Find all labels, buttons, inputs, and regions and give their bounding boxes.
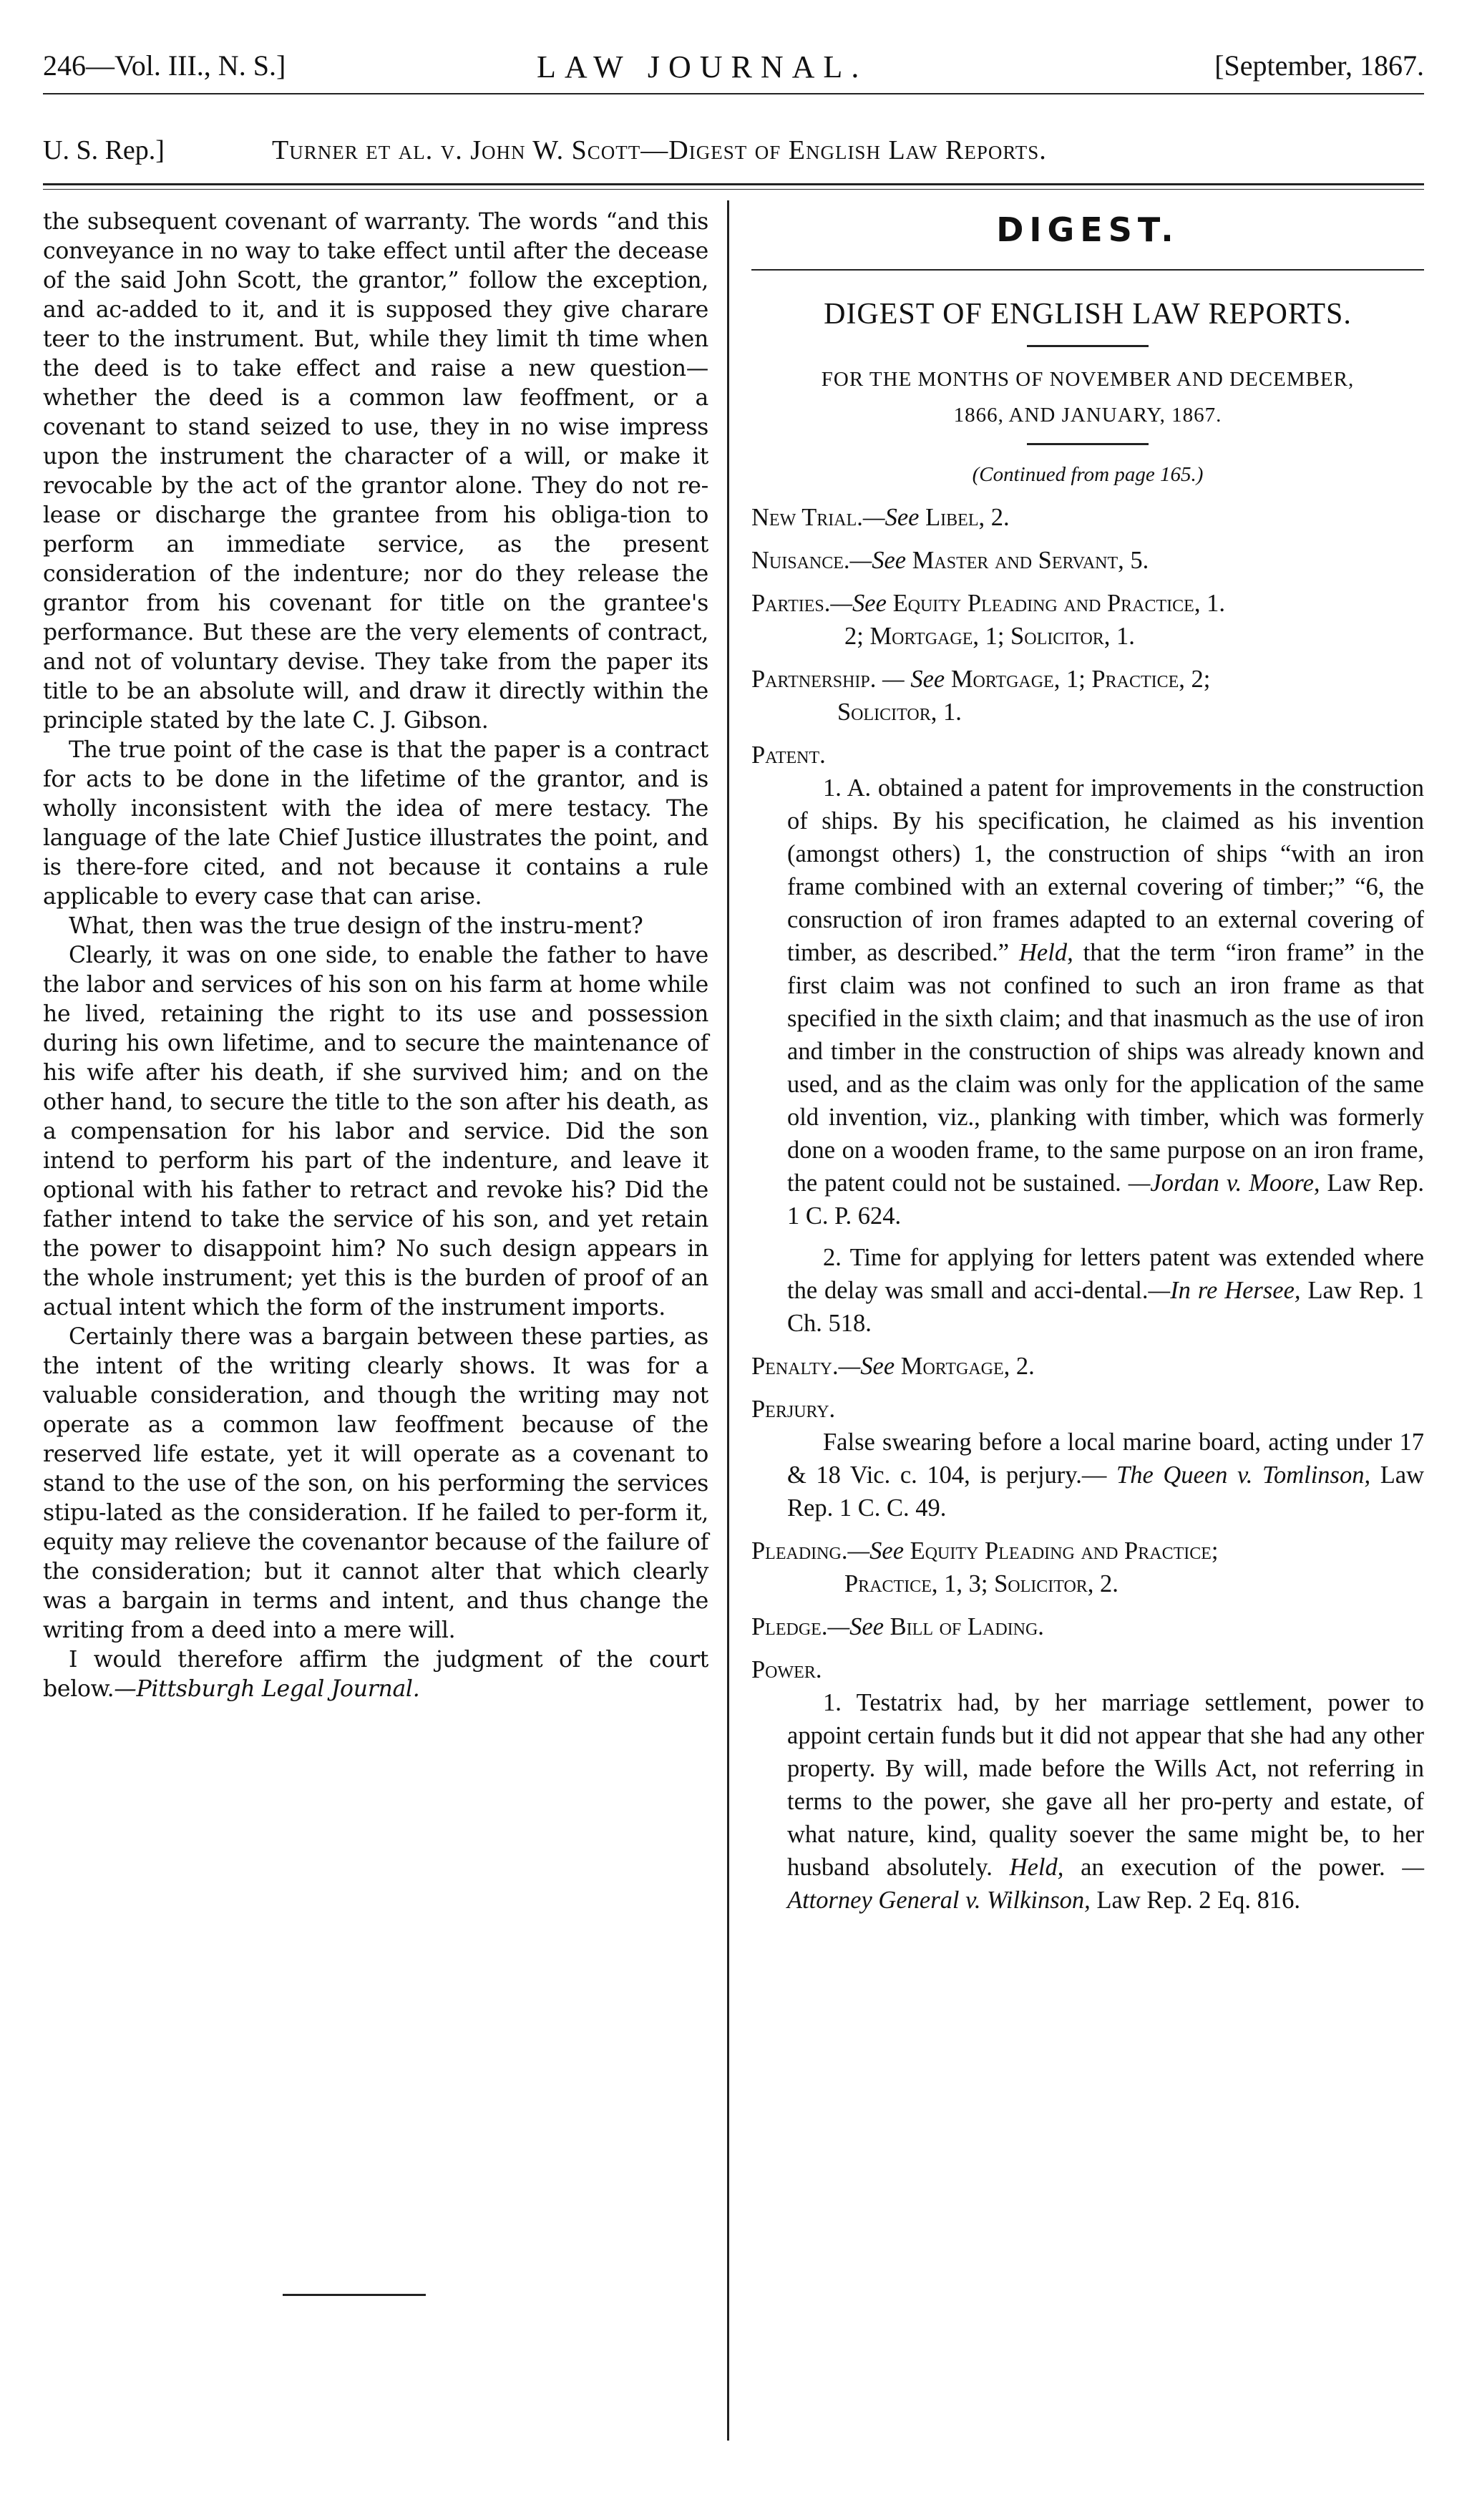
closing-source: —Pittsburgh Legal Journal. — [114, 1676, 420, 1702]
case-name: — Attorney General v. Wilkinson, — [787, 1854, 1425, 1914]
patent-text: 2. Time for applying for letters patent was extended where the delay was small and acci-dental. — [787, 1244, 1424, 1304]
see-label: — See — [882, 666, 945, 693]
digest-title: DIGEST OF ENGLISH LAW REPORTS. — [824, 298, 1352, 331]
left-paragraph: Certainly there was a bargain between these parties, as the intent of the writing clearly shows. It was for a valuable consideration, and though the writing may not operate as a common law feoffment because of the reserved life estate, yet it will operate as a covenant to stand to the use of the son, on his performing the services stipu-lated as the consideration. If he failed to per-form it, equity may relieve the covenantor because of the failure of the consideration; but it cannot alter that which clearly was a bargain in terms and intent, and thus change the writing from a deed into a mere will. — [43, 1324, 708, 1643]
entry-head: Parties. — [751, 590, 831, 617]
see-label: —See — [827, 1613, 884, 1640]
section-title: DIGEST. — [996, 210, 1179, 249]
entry-ref: Mortgage, 1; Practice, 2; — [950, 666, 1211, 693]
perjury-paragraph — [751, 1426, 1424, 1524]
left-paragraph: Clearly, it was on one side, to enable the father to have the labor and services of his son on his farm at home while he lived, retaining the right to its use and possession during his own lifetime, and to secure the maintenance of his wife after his death, if she survived him; and on the other hand, to secure the title to the son after his death, as a compensation for his labor and service. Did the son intend to perform his part of the indenture, and leave it optional with his father to retract and revoke his? Did the father intend to take the service of his son, and yet retain the power to disappoint him? No such design appears in the whole instrument; yet this is the burden of proof of an actual intent which the form of the instrument imports. — [43, 943, 708, 1320]
article-title: Turner et al. v. John W. Scott—Digest of English Law Reports. — [272, 135, 1047, 165]
months-rule — [1027, 443, 1149, 445]
months-line-1: FOR THE MONTHS OF NOVEMBER AND DECEMBER, — [821, 368, 1355, 391]
see-label: —See — [849, 547, 907, 574]
power-holding: an execution of the power. — [1081, 1854, 1385, 1881]
entry-pleading — [751, 1534, 1424, 1600]
journal-page — [43, 43, 1424, 2476]
entry-head: New Trial. — [751, 504, 863, 531]
column-divider — [727, 200, 729, 2441]
issue-date: [September, 1867. — [1214, 49, 1424, 82]
continued-note: (Continued from page 165.) — [972, 463, 1204, 486]
case-name: —In re Hersee, — [1148, 1277, 1301, 1304]
entry-ref-cont: Solicitor, 1. — [837, 699, 962, 726]
journal-title: LAW JOURNAL. — [537, 49, 868, 84]
months-line-2: 1866, AND JANUARY, 1867. — [953, 404, 1222, 427]
section-rule — [751, 269, 1424, 271]
left-paragraph: What, then was the true design of the instru-ment? — [69, 913, 643, 939]
case-citation: Law Rep. 1 Ch. 518. — [787, 1277, 1424, 1337]
case-name: —Jordan v. Moore, — [1128, 1169, 1320, 1197]
case-citation: Law Rep. 2 Eq. 816. — [1096, 1887, 1301, 1914]
entry-patent — [751, 739, 1424, 1340]
entry-ref: Equity Pleading and Practice; — [910, 1537, 1219, 1565]
left-paragraph: the subsequent covenant of warranty. The words “and this conveyance in no way to take effect until after the decease of the said John Scott, the grantor,” follow the exception, and ac-added to it, and it is supposed they give charare teer to the instrument. But, while they limit th time when the deed is to take effect and raise a new question—whether the deed is a common law feoffment, or a covenant to stand seized to use, they in no wise impress upon the instrument the character of a will, or make it revocable by the act of the grantor alone. They do not re-lease or discharge the grantee from his obliga-tion to perform an immediate service, as the present consideration of the indenture; nor do they release the grantor from his covenant for title on the grantee's performance. But these are the very elements of contract, and not of voluntary devise. They take from the paper its title to be an absolute will, and draw it directly within the principle stated by the late C. J. Gibson. — [43, 209, 708, 734]
entry-head: Penalty. — [751, 1353, 839, 1380]
closing-text: I would therefore affirm the judgment of the court below. — [43, 1647, 708, 1702]
subhead-rule-thin — [43, 189, 1424, 190]
entry-ref-cont: Practice, 1, 3; Solicitor, 2. — [844, 1570, 1118, 1597]
entry-new-trial — [751, 501, 1424, 534]
entry-nuisance — [751, 544, 1424, 577]
power-text: 1. Testatrix had, by her marriage settlement, power to appoint certain funds but it did not appear that she had any other property. By will, made before the Wills Act, not referring in terms to the power, she gave all her pro-perty and estate, of what nature, kind, quality soever the same might be, to her husband absolutely. — [787, 1689, 1424, 1881]
entry-ref: Libel, 2. — [925, 504, 1010, 531]
closing-paragraph — [43, 1645, 708, 1704]
perjury-text: False swearing before a local marine board, acting under 17 & 18 Vic. c. 104, is perjury.— — [787, 1429, 1424, 1489]
left-column — [43, 208, 708, 1704]
held-label: Held, — [1019, 939, 1073, 966]
patent-paragraph-2 — [751, 1241, 1424, 1340]
see-label: —See — [830, 590, 887, 617]
entry-head: Partnership. — [751, 666, 877, 693]
entry-head: Power. — [751, 1656, 822, 1683]
entry-head: Perjury. — [751, 1396, 836, 1423]
patent-holding: that the term “iron frame” in the first claim was not confined to such an iron frame as that specified in the sixth claim; and that inasmuch as the use of iron and timber in the construction of ships was already known and used, and as the claim was only for the application of the same old invention, viz., planking with timber, which was formerly done on a wooden frame, to the same purpose on an iron frame, the patent could not be sustained. — [787, 939, 1425, 1197]
entry-head: Pledge. — [751, 1613, 828, 1640]
entry-head: Nuisance. — [751, 547, 850, 574]
case-name: The Queen v. Tomlinson, — [1116, 1461, 1371, 1489]
report-label: U. S. Rep.] — [43, 135, 165, 165]
subhead — [43, 135, 1424, 177]
held-label: Held, — [1009, 1854, 1064, 1881]
subhead-rule — [43, 183, 1424, 185]
patent-paragraph-1 — [751, 772, 1424, 1232]
entry-ref-cont: 2; Mortgage, 1; Solicitor, 1. — [844, 623, 1135, 650]
entry-penalty — [751, 1350, 1424, 1383]
end-rule — [283, 2294, 426, 2296]
left-paragraph: The true point of the case is that the paper is a contract for acts to be done in the lifetime of the grantor, and is wholly inconsistent with the idea of mere testacy. The language of the late Chief Justice illustrates the point, and is there-fore cited, and not because it contains a rule applicable to every case that can arise. — [43, 737, 708, 910]
power-paragraph — [751, 1686, 1424, 1917]
entry-ref: Bill of Lading. — [890, 1613, 1044, 1640]
header-rule — [43, 93, 1424, 94]
see-label: —See — [862, 504, 920, 531]
entry-ref: Mortgage, 2. — [900, 1353, 1035, 1380]
see-label: —See — [838, 1353, 895, 1380]
entry-head: Pleading. — [751, 1537, 848, 1565]
entry-pledge — [751, 1610, 1424, 1643]
entry-perjury — [751, 1393, 1424, 1524]
see-label: —See — [847, 1537, 905, 1565]
entry-ref: Master and Servant, 5. — [912, 547, 1149, 574]
right-column — [751, 208, 1424, 1917]
case-citation: Law Rep. 1 C. P. 624. — [787, 1169, 1425, 1230]
entry-partnership — [751, 663, 1424, 729]
patent-text: 1. A. obtained a patent for improvements in the construction of ships. By his specification, he claimed as his invention (amongst others) 1, the construction of ships “with an iron frame combined with an external covering of timber;” “6, the consruction of iron frames adapted to an external covering of timber, as described.” — [787, 774, 1424, 966]
entry-power — [751, 1653, 1424, 1917]
entry-parties — [751, 587, 1424, 653]
title-rule — [1027, 345, 1149, 347]
page-volume: 246—Vol. III., N. S.] — [43, 49, 286, 82]
entry-ref: Equity Pleading and Practice, 1. — [892, 590, 1225, 617]
running-head — [43, 43, 1424, 93]
case-citation: Law Rep. 1 C. C. 49. — [787, 1461, 1425, 1522]
entry-head: Patent. — [751, 741, 826, 769]
